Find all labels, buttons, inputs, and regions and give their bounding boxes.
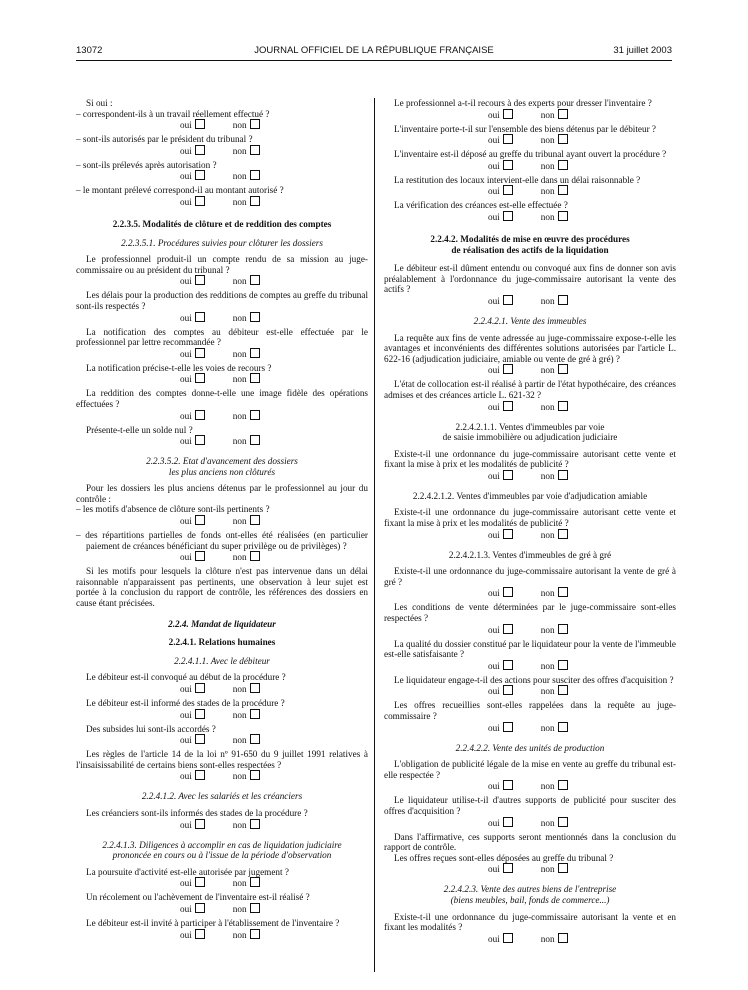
yes-checkbox[interactable] [503, 295, 513, 305]
yes-no-checkbox-group: oui non [76, 410, 368, 423]
yes-no-checkbox-group: oui non [76, 435, 368, 448]
yes-checkbox[interactable] [195, 196, 205, 206]
no-checkbox[interactable] [558, 624, 568, 634]
question: Les délais pour la production des redditions de comptes au greffe du tribunal sont-ils respectés ? [76, 290, 369, 311]
no-checkbox[interactable] [250, 819, 260, 829]
yes-no-checkbox-group: oui non [76, 348, 368, 361]
yes-checkbox[interactable] [503, 211, 513, 221]
question: Les règles de l'article 14 de la loi nº 91-650 du 9 juillet 1991 relatives à l'insaisissabilité de certains biens sont-elles respectées ? [76, 749, 368, 770]
subsection-heading: 2.2.4.1. Relations humaines [168, 637, 276, 648]
yes-no-checkbox-group: oui non [76, 929, 368, 942]
publication-date: 31 juillet 2003 [613, 45, 672, 56]
no-checkbox[interactable] [558, 722, 568, 732]
subsection-heading: 2.2.4.1.3. Diligences à accomplir en cas de liquidation judiciaire prononcée en cours ou à l'issue de la période d'observation [102, 839, 342, 861]
yes-checkbox[interactable] [195, 373, 205, 383]
yes-checkbox[interactable] [195, 770, 205, 780]
question: La poursuite d'activité est-elle autorisée par jugement ? [86, 866, 289, 877]
no-checkbox[interactable] [250, 196, 260, 206]
yes-checkbox[interactable] [195, 903, 205, 913]
no-checkbox[interactable] [558, 685, 568, 695]
no-checkbox[interactable] [250, 734, 260, 744]
question: Le liquidateur utilise-t-il d'autres supports de publicité pour susciter des offres d'acquisition ? [384, 795, 676, 816]
no-checkbox[interactable] [558, 295, 568, 305]
yes-checkbox[interactable] [195, 275, 205, 285]
yes-checkbox[interactable] [195, 119, 205, 129]
yes-checkbox[interactable] [503, 109, 513, 119]
question: Existe-t-il une ordonnance du juge-commissaire autorisant cette vente et fixant la mise à prix et les modalités de publicité ? [384, 507, 676, 529]
section-heading: 2.2.3.5. Modalités de clôture et de reddition des comptes [112, 218, 332, 229]
subsection-heading: 2.2.4.1.1. Avec le débiteur [174, 655, 270, 666]
yes-checkbox[interactable] [503, 587, 513, 597]
yes-checkbox[interactable] [195, 709, 205, 719]
yes-no-checkbox-group: oui non [76, 709, 368, 722]
question: Le débiteur est-il informé des stades de la procédure ? [86, 698, 285, 708]
yes-no-checkbox-group: oui non [384, 863, 676, 876]
yes-no-checkbox-group: oui non [384, 933, 676, 946]
yes-checkbox[interactable] [503, 722, 513, 732]
journal-title: JOURNAL OFFICIEL DE LA RÉPUBLIQUE FRANÇAISE [254, 45, 494, 56]
no-checkbox[interactable] [558, 660, 568, 670]
question: La notification des comptes au débiteur est-elle effectuée par le professionnel par lettre recommandée ? [76, 326, 368, 348]
no-checkbox[interactable] [250, 903, 260, 913]
yes-checkbox[interactable] [503, 624, 513, 634]
no-checkbox[interactable] [558, 109, 568, 119]
question: La reddition des comptes donne-t-elle une image fidèle des opérations effectuées ? [76, 388, 368, 409]
subsection-heading: 2.2.3.5.1. Procédures suivies pour clôturer les dossiers [121, 237, 323, 248]
yes-checkbox[interactable] [195, 551, 205, 561]
question: – sont-ils prélevés après autorisation ? [76, 159, 217, 170]
yes-no-checkbox-group: oui non [76, 877, 368, 890]
yes-checkbox[interactable] [195, 877, 205, 887]
subsection-heading: 2.2.4.2.1.2. Ventes d'immeubles par voie d'adjudication amiable [412, 490, 648, 501]
no-checkbox[interactable] [558, 470, 568, 480]
yes-checkbox[interactable] [195, 312, 205, 322]
no-checkbox[interactable] [250, 170, 260, 180]
question: Le débiteur est-il dûment entendu ou convoqué aux fins de donner son avis préalablement à l'ordonnance du juge-commissaire autorisant la vente des actifs ? [384, 263, 676, 295]
yes-checkbox[interactable] [503, 685, 513, 695]
yes-checkbox[interactable] [503, 529, 513, 539]
no-checkbox[interactable] [558, 780, 568, 790]
yes-checkbox[interactable] [503, 863, 513, 873]
yes-no-checkbox-group: oui non [384, 109, 676, 122]
subsection-heading: 2.2.4.2.1. Vente des immeubles [473, 315, 587, 326]
page-number: 13072 [76, 45, 103, 56]
column-divider [374, 98, 375, 972]
paragraph: Dans l'affirmative, ces supports seront mentionnés dans la conclusion du rapport de contrôle. [384, 831, 676, 853]
header-rule [76, 60, 672, 61]
subsection-heading: 2.2.3.5.2. Etat d'avancement des dossiers les plus anciens non clôturés [146, 456, 298, 477]
yes-checkbox[interactable] [195, 929, 205, 939]
section-heading: 2.2.4.2. Modalités de mise en œuvre des procédures de réalisation des actifs de la liquidation [430, 233, 630, 255]
no-checkbox[interactable] [250, 348, 260, 358]
yes-checkbox[interactable] [503, 817, 513, 827]
no-checkbox[interactable] [250, 435, 260, 445]
subsection-heading: 2.2.4.2.1.1. Ventes d'immeubles par voie de saisie immobilière ou adjudication judiciaire [442, 421, 618, 443]
yes-checkbox[interactable] [195, 819, 205, 829]
question: Existe-t-il une ordonnance du juge-commissaire autorisant la vente de gré à gré ? [384, 566, 676, 587]
yes-no-checkbox-group: oui non [384, 295, 676, 308]
subsection-heading: 2.2.4.2.1.3. Ventes d'immeubles de gré à gré [448, 549, 612, 560]
yes-no-checkbox-group: oui non [384, 624, 676, 637]
no-checkbox[interactable] [558, 817, 568, 827]
yes-no-checkbox-group: oui non [384, 211, 676, 224]
no-checkbox[interactable] [250, 683, 260, 693]
yes-no-checkbox-group: oui non [76, 196, 368, 209]
yes-no-checkbox-group: oui non [76, 145, 368, 158]
yes-checkbox[interactable] [503, 160, 513, 170]
no-checkbox[interactable] [250, 770, 260, 780]
yes-no-checkbox-group: oui non [384, 780, 676, 793]
subsection-heading: 2.2.4.2.2. Vente des unités de production [455, 742, 605, 753]
no-checkbox[interactable] [558, 211, 568, 221]
subsection-heading: 2.2.4.2.3. Vente des autres biens de l'entreprise (biens meubles, bail, fonds de commerce...) [443, 884, 617, 905]
no-checkbox[interactable] [558, 401, 568, 411]
paragraph: Pour les dossiers les plus anciens détenus par le professionnel au jour du contrôle : [76, 483, 368, 504]
yes-no-checkbox-group: oui non [76, 119, 368, 132]
question: – des répartitions partielles de fonds ont-elles été réalisées (en particulier paiement de créances bénéficiant du super privilège ou de privilèges) ? [76, 530, 368, 551]
yes-no-checkbox-group: oui non [384, 401, 676, 414]
yes-checkbox[interactable] [195, 348, 205, 358]
yes-checkbox[interactable] [195, 410, 205, 420]
no-checkbox[interactable] [250, 877, 260, 887]
yes-checkbox[interactable] [195, 683, 205, 693]
no-checkbox[interactable] [250, 929, 260, 939]
question: Existe-t-il une ordonnance du juge-commissaire autorisant la vente et en fixant les modalités ? [384, 911, 676, 933]
no-checkbox[interactable] [250, 312, 260, 322]
question: Les créanciers sont-ils informés des stades de la procédure ? [86, 807, 308, 818]
yes-no-checkbox-group: oui non [384, 817, 676, 830]
yes-no-checkbox-group: oui non [384, 587, 676, 600]
page-header [76, 46, 672, 58]
yes-no-checkbox-group: oui non [384, 685, 676, 698]
question: Existe-t-il une ordonnance du juge-commissaire autorisant cette vente et fixant la mise à prix et les modalités de publicité ? [384, 448, 676, 470]
yes-no-checkbox-group: oui non [384, 660, 676, 673]
yes-no-checkbox-group: oui non [76, 683, 368, 696]
question: L'inventaire porte-t-il sur l'ensemble des biens détenus par le débiteur ? [394, 123, 657, 134]
yes-no-checkbox-group: oui non [76, 734, 368, 747]
question: Le professionnel a-t-il recours à des experts pour dresser l'inventaire ? [394, 98, 652, 108]
no-checkbox[interactable] [558, 134, 568, 144]
intro-text: Si oui : [86, 98, 113, 108]
no-checkbox[interactable] [250, 410, 260, 420]
question: La notification précise-t-elle les voies de recours ? [86, 362, 272, 373]
yes-checkbox[interactable] [195, 515, 205, 525]
question: La restitution des locaux intervient-elle dans un délai raisonnable ? [394, 174, 641, 185]
no-checkbox[interactable] [250, 145, 260, 155]
yes-checkbox[interactable] [503, 660, 513, 670]
question: L'inventaire est-il déposé au greffe du tribunal ayant ouvert la procédure ? [394, 149, 667, 160]
yes-checkbox[interactable] [503, 134, 513, 144]
no-checkbox[interactable] [250, 709, 260, 719]
yes-checkbox[interactable] [503, 401, 513, 411]
yes-checkbox[interactable] [195, 170, 205, 180]
right-column [384, 98, 676, 948]
yes-checkbox[interactable] [195, 435, 205, 445]
question: Les conditions de vente déterminées par le juge-commissaire sont-elles respectées ? [384, 602, 676, 624]
question: La requête aux fins de vente adressée au juge-commissaire expose-t-elle les avantages et inconvénients des différentes solutions autorisées par l'article L. 622-16 (adjudication judiciaire, amiable ou vente de gré à gré) ? [384, 332, 676, 364]
yes-checkbox[interactable] [195, 145, 205, 155]
yes-no-checkbox-group: oui non [384, 185, 676, 198]
question: – sont-ils autorisés par le président du tribunal ? [76, 134, 253, 145]
no-checkbox[interactable] [558, 160, 568, 170]
yes-no-checkbox-group: oui non [384, 529, 676, 542]
yes-checkbox[interactable] [195, 734, 205, 744]
no-checkbox[interactable] [250, 275, 260, 285]
no-checkbox[interactable] [558, 529, 568, 539]
yes-no-checkbox-group: oui non [76, 275, 368, 288]
question: Des subsides lui sont-ils accordés ? [86, 723, 216, 734]
yes-no-checkbox-group: oui non [384, 470, 676, 483]
question: L'obligation de publicité légale de la mise en vente au greffe du tribunal est-elle respectée ? [384, 759, 676, 780]
question: – les motifs d'absence de clôture sont-ils pertinents ? [76, 504, 270, 515]
no-checkbox[interactable] [558, 933, 568, 943]
question: La vérification des créances est-elle effectuée ? [394, 200, 568, 211]
yes-no-checkbox-group: oui non [76, 819, 368, 832]
yes-no-checkbox-group: oui non [384, 364, 676, 377]
subsection-heading: 2.2.4.1.2. Avec les salariés et les créanciers [141, 791, 303, 802]
yes-checkbox[interactable] [503, 780, 513, 790]
no-checkbox[interactable] [558, 863, 568, 873]
paragraph: Si les motifs pour lesquels la clôture n'est pas intervenue dans un délai raisonnable n'apparaissent pas pertinents, une observation à leur sujet est portée à la conclusion du rapport de contrôle, les références des dossiers en cause étant précisées. [76, 566, 368, 609]
yes-checkbox[interactable] [503, 470, 513, 480]
yes-no-checkbox-group: oui non [76, 312, 368, 325]
question: Les offres recueillies sont-elles rappelées dans la requête au juge-commissaire ? [384, 700, 676, 721]
no-checkbox[interactable] [558, 185, 568, 195]
yes-no-checkbox-group: oui non [76, 373, 368, 386]
question: Le débiteur est-il convoqué au début de la procédure ? [86, 672, 286, 683]
no-checkbox[interactable] [250, 515, 260, 525]
no-checkbox[interactable] [250, 551, 260, 561]
no-checkbox[interactable] [558, 587, 568, 597]
question: – correspondent-ils à un travail réellement effectué ? [76, 108, 270, 119]
question: Le professionnel produit-il un compte rendu de sa mission au juge-commissaire ou au président du tribunal ? [76, 254, 368, 275]
section-heading: 2.2.4. Mandat de liquidateur [168, 618, 276, 629]
question: L'état de collocation est-il réalisé à partir de l'état hypothécaire, des créances admises et des créances article L. 621-32 ? [384, 379, 676, 400]
yes-no-checkbox-group: oui non [76, 770, 368, 783]
question: Le liquidateur engage-t-il des actions pour susciter des offres d'acquisition ? [394, 674, 674, 685]
question: La qualité du dossier constitué par le liquidateur pour la vente de l'immeuble est-elle satisfaisante ? [384, 638, 676, 660]
yes-no-checkbox-group: oui non [76, 903, 368, 916]
yes-no-checkbox-group: oui non [384, 160, 676, 173]
yes-no-checkbox-group: oui non [76, 551, 368, 564]
yes-no-checkbox-group: oui non [76, 170, 368, 183]
yes-checkbox[interactable] [503, 185, 513, 195]
question: Un récolement ou l'achèvement de l'inventaire est-il réalisé ? [86, 892, 310, 903]
question: Présente-t-elle un solde nul ? [86, 424, 193, 435]
question: Les offres reçues sont-elles déposées au greffe du tribunal ? [394, 852, 614, 863]
yes-no-checkbox-group: oui non [384, 722, 676, 735]
question: Le débiteur est-il invité à participer à l'établissement de l'inventaire ? [86, 917, 340, 928]
no-checkbox[interactable] [558, 364, 568, 374]
no-checkbox[interactable] [250, 119, 260, 129]
yes-no-checkbox-group: oui non [384, 134, 676, 147]
yes-no-checkbox-group: oui non [76, 515, 368, 528]
no-checkbox[interactable] [250, 373, 260, 383]
left-column [76, 98, 368, 944]
yes-checkbox[interactable] [503, 933, 513, 943]
question: – le montant prélevé correspond-il au montant autorisé ? [76, 185, 284, 196]
yes-checkbox[interactable] [503, 364, 513, 374]
